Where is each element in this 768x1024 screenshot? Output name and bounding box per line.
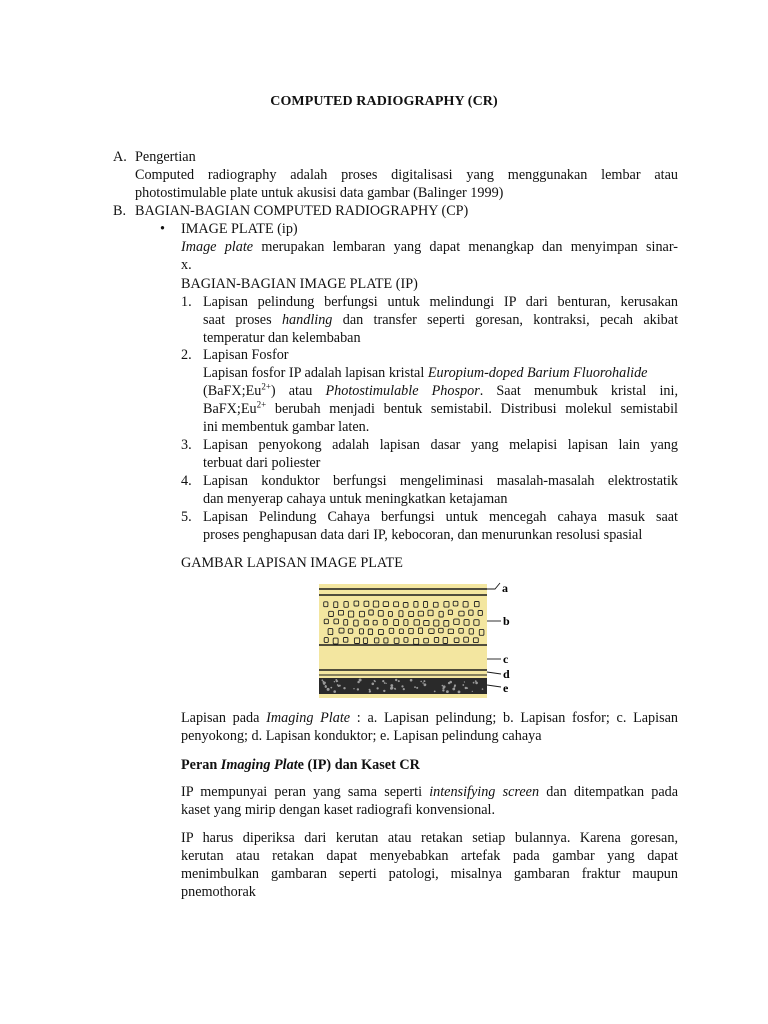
shield-grain [323,681,325,683]
shield-grain [330,687,332,689]
item-2-line-2: Lapisan fosfor IP adalah lapisan kristal Europium-doped Barium Fluorohalide [203,365,648,381]
shield-grain [394,688,396,690]
shield-grain [401,685,403,687]
shield-grain [382,680,384,682]
shield-grain [414,686,416,688]
shield-grain [398,680,400,682]
label-d: d [503,667,510,681]
figure-caption-line-2: penyokong; d. Lapisan konduktor; e. Lapisan pelindung cahaya [181,728,542,744]
shield-grain [369,689,371,691]
item-1-line-3: temperatur dan kelembaban [203,330,361,346]
item-2-line-1: Lapisan Fosfor [203,347,289,363]
shield-grain [464,681,465,682]
figure-heading: GAMBAR LAPISAN IMAGE PLATE [181,555,403,571]
shield-grain [395,679,397,681]
peran-p2-line-2: kerutan atau retakan dapat menyebabkan artefak pada gambar yang dapat [181,848,678,864]
item-4-number: 4. [181,473,192,489]
shield-grain [416,687,418,689]
shield-grain [475,682,478,685]
shield-grain [339,685,341,687]
section-a-marker: A. [113,149,127,165]
shield-grain [449,681,452,684]
shield-grain [343,687,345,689]
shield-grain [390,684,393,687]
item-2-number: 2. [181,347,192,363]
item-3-line-1: Lapisan penyokong adalah lapisan dasar yang melapisi lapisan lain yang [203,437,678,453]
shield-grain [322,679,324,681]
item-5-number: 5. [181,509,192,525]
shield-grain [403,688,405,690]
shield-grain [369,691,370,692]
shield-grain [458,691,461,694]
shield-grain [446,690,449,693]
item-1-line-2: saat proses handling dan transfer seperti goresan, kontraksi, pecah akibat [203,312,679,328]
shield-grain [482,688,484,690]
section-a-line-2: photostimulable plate untuk akusisi data gambar (Balinger 1999) [135,185,504,201]
shield-grain [372,683,375,686]
shield-grain [386,683,387,684]
shield-grain [423,680,425,682]
parts-heading: BAGIAN-BAGIAN IMAGE PLATE (IP) [181,276,418,292]
shield-grain [353,688,354,689]
item-2-line-5: ini membentuk gambar laten. [203,419,370,435]
label-e: e [503,681,509,695]
shield-grain [327,688,330,691]
shield-grain [442,687,444,689]
shield-grain [383,690,385,692]
shield-grain [374,681,376,683]
section-a-heading: Pengertian [135,149,196,165]
bullet-desc-line-1: Image plate merupakan lembaran yang dapat menangkap dan menyimpan sinar- [181,239,678,255]
shield-grain [442,685,444,687]
image-plate-layers-figure [317,581,515,701]
shield-grain [357,681,359,683]
shield-grain [465,687,467,689]
section-a-line-1: Computed radiography adalah proses digitalisasi yang menggunakan lembar atau [135,167,678,183]
bullet-icon: • [160,221,165,237]
peran-p1-line-1: IP mempunyai peran yang sama seperti intensifying screen dan ditempatkan pada [181,784,679,800]
item-2-line-3: $(BaFX;Eu^{2+})$ atau Photostimulable Phospor. Saat menumbuk kristal ini, [203,381,679,399]
item-5-line-1: Lapisan Pelindung Cahaya berfungsi untuk mencegah cahaya masuk saat [203,509,678,525]
page-title: COMPUTED RADIOGRAPHY (CR) [270,94,498,109]
shield-grain [357,688,359,690]
section-b-heading: BAGIAN-BAGIAN COMPUTED RADIOGRAPHY (CP) [135,203,469,219]
shield-grain [422,682,424,684]
peran-p2-line-3: menimbulkan gambaran seperti patologi, misalnya gambaran fraktur maupun [181,866,678,882]
item-1-line-1: Lapisan pelindung berfungsi untuk melindungi IP dari benturan, kerusakan [203,294,678,310]
shield-grain [462,684,464,686]
peran-p1-line-2: kaset yang mirip dengan kaset radiografi konvensional. [181,802,496,818]
label-b: b [503,614,510,628]
shield-grain [452,688,455,691]
shield-grain [454,686,456,688]
item-3-number: 3. [181,437,192,453]
shield-grain [333,690,336,693]
item-2-line-4: $BaFX;Eu^{2+}$ berubah menjadi bentuk semistabil. Distribusi molekul semistabil [203,399,678,417]
shield-grain [334,681,335,682]
bullet-desc-italic: Image plate [181,239,254,255]
bullet-desc-line-2: x. [181,257,192,273]
shield-grain [473,682,475,684]
shield-grain [472,691,473,692]
peran-p2-line-1: IP harus diperiksa dari kerutan atau retakan setiap bulannya. Karena goresan, [181,830,678,846]
label-c: c [503,652,509,666]
item-5-line-2: proses penghapusan data dari IP, kebocoran, dan menurunkan resolusi spasial [203,527,643,543]
shield-grain [377,687,379,689]
shield-grain [384,682,386,684]
figure-caption-line-1: Lapisan pada Imaging Plate : a. Lapisan pelindung; b. Lapisan fosfor; c. Lapisan [181,710,679,726]
shield-grain [424,683,427,686]
label-a: a [502,581,508,595]
shield-grain [434,691,436,693]
shield-grain [442,689,444,691]
shield-grain [336,681,337,682]
shield-grain [390,687,393,690]
section-b-marker: B. [113,203,127,219]
item-4-line-2: dan menyerap cahaya untuk meningkatkan ketajaman [203,491,508,507]
shield-grain [325,686,327,688]
peran-heading: Peran Imaging Plate (IP) dan Kaset CR [181,757,420,773]
item-4-line-1: Lapisan konduktor berfungsi mengeliminasi masalah-masalah elektrostatik [203,473,678,489]
bullet-heading: IMAGE PLATE (ip) [181,221,298,237]
item-1-number: 1. [181,294,192,310]
peran-p2-line-4: pnemothorak [181,884,256,900]
shield-grain [420,681,422,683]
item-3-line-2: terbuat dari poliester [203,455,321,471]
shield-grain [410,679,413,682]
